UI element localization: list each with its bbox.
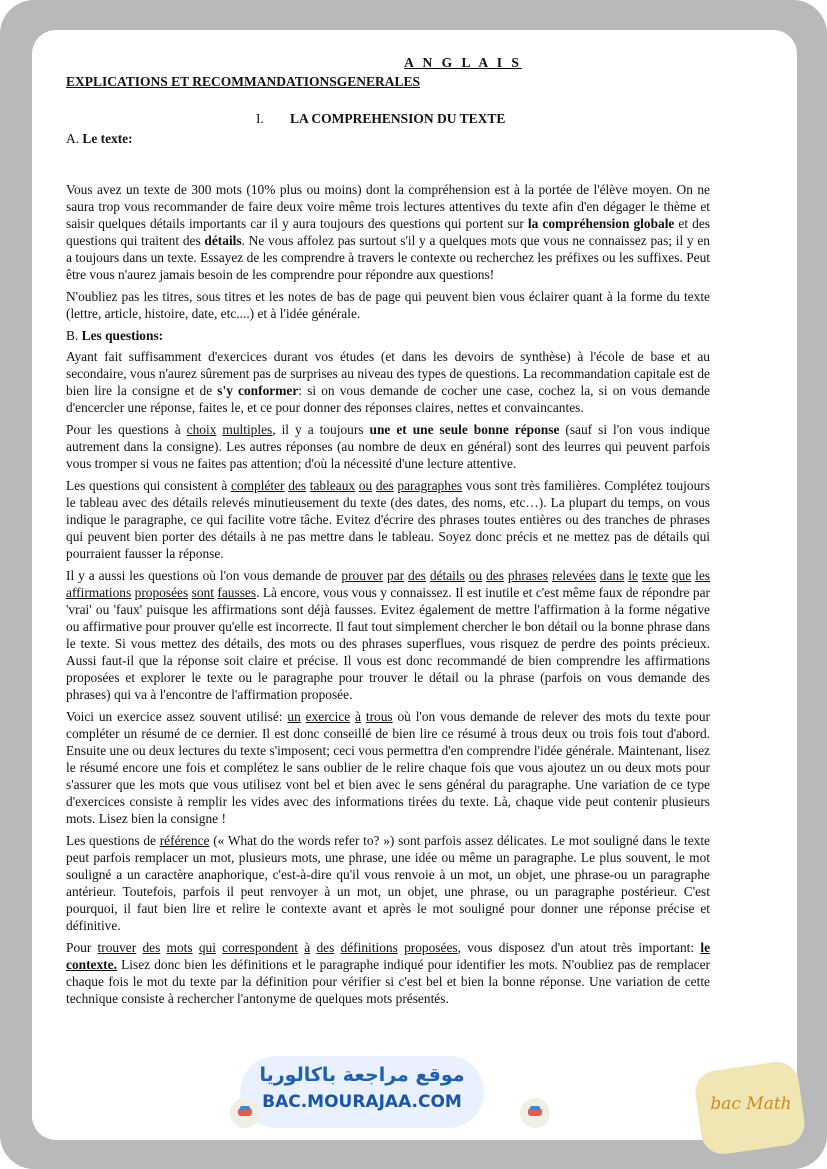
- paragraph: Pour les questions à choix multiples, il y a toujours une et une seule bonne réponse (sauf si l'on vous indique autrement dans la consigne). Les autres réponses (au nombre de deux en général) sont des leurres qui peuvent parfois vous tromper si vous ne faites pas attention; d'où la nécessité d'une lecture attentive.: [66, 422, 711, 471]
- bac-math-label: bac Math: [710, 1094, 792, 1114]
- site-url[interactable]: BAC.MOURAJAA.COM: [262, 1092, 462, 1112]
- book-logo-icon: [230, 1098, 260, 1128]
- paragraph: Les questions qui consistent à compléter des tableaux ou des paragraphes vous sont très familières. Complétez toujours le tableau avec des détails relevés minutieusement du texte (des dates, des noms, etc…). La plupart du temps, on vous indique le paragraphe, ce qui facilite votre tâche. Evitez d'écrire des phrases toutes entières ou des tranches de phrases qui peuvent bien porter des détails à ne pas mettre dans le tableau. Soyez donc précis et ne mettez pas de détails qui pourraient fausser la réponse.: [66, 478, 710, 561]
- paragraph: Pour trouver des mots qui correspondent à des définitions proposées, vous disposez d'un atout très important: le contexte. Lisez donc bien les définitions et le paragraphe indiqué pour identifier les mots. N'oubliez pas de remplacer chaque fois le mot du texte par la définition pour vérifier si c'est bel et bien la bonne réponse. Une variation de cette technique consiste à rechercher l'antonyme de quelques mots présentés.: [66, 940, 711, 1006]
- paragraph: Vous avez un texte de 300 mots (10% plus ou moins) dont la compréhension est à la portée de l'élève moyen. On ne saura trop vous recommander de faire deux voire même trois lectures attentives du texte afin d'en dégager le thème et saisir quelques détails importants car il y aura toujours des questions qui portent sur la compréhension globale et des questions qui traitent des détails. Ne vous affolez pas surtout s'il y a quelques mots que vous ne connaissez pas; il y en a toujours dans un texte. Essayez de les comprendre à travers le contexte ou recherchez les préfixes ou les suffixes. Peut être vous n'aurez jamais besoin de les comprendre pour répondre aux questions!: [66, 182, 710, 282]
- paragraph: Il y a aussi les questions où l'on vous demande de prouver par des détails ou des phrases relevées dans le texte que les affirmations proposées sont fausses. Là encore, vous vous y connaissez. Il est inutile et c'est même faux de répondre par 'vrai' ou 'faux' puisque les affirmations sont déjà fausses. Evitez également de mettre l'affirmation à la forme négative ou affirmative pour prouver qu'elle est incorrecte. Il faut tout simplement chercher le bon détail ou la bonne phrase dans le texte. Si vous mettez des détails, des mots ou des phrases superflues, vous risquez de perdre des points précieux. Aussi faut-il que la réponse soit claire et précise. Il vous est donc recommandé de bien comprendre les affirmations proposées et explorer le texte ou le paragraphe pour trouver le détail ou la phrase (parfois on vous demande des phrases) qui va à l'encontre de l'affirmation proposée.: [66, 568, 711, 702]
- book-logo-icon: [520, 1098, 550, 1128]
- paragraph: Ayant fait suffisamment d'exercices durant vos études (et dans les devoirs de synthèse) à l'école de base et au secondaire, vous n'aurez sûrement pas de surprises au niveau des types de questions. La recommandation capitale est de bien lire la consigne et de s'y conformer: si on vous demande de cocher une case, cochez la, si on vous demande d'encercler une réponse, faites le, et ce pour donner des réponses claires, nettes et convaincantes.: [66, 349, 710, 415]
- site-name-arabic[interactable]: موقع مراجعة باكالوريا: [259, 1064, 465, 1086]
- part-b-heading: B. Les questions:: [66, 328, 164, 343]
- paragraph: N'oubliez pas les titres, sous titres et les notes de bas de page qui peuvent bien vous éclairer quant à la forme du texte (lettre, article, histoire, date, etc....) et à l'idée générale.: [66, 289, 710, 321]
- doc-subtitle: EXPLICATIONS ET RECOMMANDATIONSGENERALES: [66, 74, 421, 89]
- section-heading: I. LA COMPREHENSION DU TEXTE: [256, 111, 506, 126]
- paragraph: Voici un exercice assez souvent utilisé: un exercice à trous où l'on vous demande de relever des mots du texte pour compléter un résumé de ce dernier. Il est donc conseillé de bien lire ce résumé à trous deux ou trois fois tout d'abord. Ensuite une ou deux lectures du texte s'imposent; ceci vous permettra d'en comprendre l'idée générale. Maintenant, lisez le résumé encore une fois et complétez le sans oublier de le relire chaque fois que vous ajoutez un ou deux mots pour s'assurer que les mots que vous utilisez vont bel et bien avec le sens général du paragraphe. Une variation de ce type d'exercices consiste à remplir les vides avec des informations tirées du texte. Là, chaque vide peut contenir plusieurs mots. Lisez bien la consigne !: [66, 709, 710, 826]
- paragraph: Les questions de référence (« What do the words refer to? ») sont parfois assez délicates. Le mot souligné dans le texte peut parfois remplacer un mot, plusieurs mots, une phrase, une idée ou même un paragraphe. Le plus souvent, le mot souligné a un caractère anaphorique, c'est-à-dire qu'il vous renvoie à un mot, un objet, une phrase-ou un paragraphe antérieur. Toutefois, parfois il peut renvoyer à un mot, un objet, une phrase, ou un paragraphe postérieur. C'est pourquoi, il faut bien lire et relire le contexte avant et après le mot souligné pour donner une réponse précise et définitive.: [66, 833, 710, 933]
- doc-title: A N G L A I S: [404, 55, 522, 70]
- part-a-heading: A. Le texte:: [66, 131, 133, 146]
- document-body: [66, 54, 710, 1012]
